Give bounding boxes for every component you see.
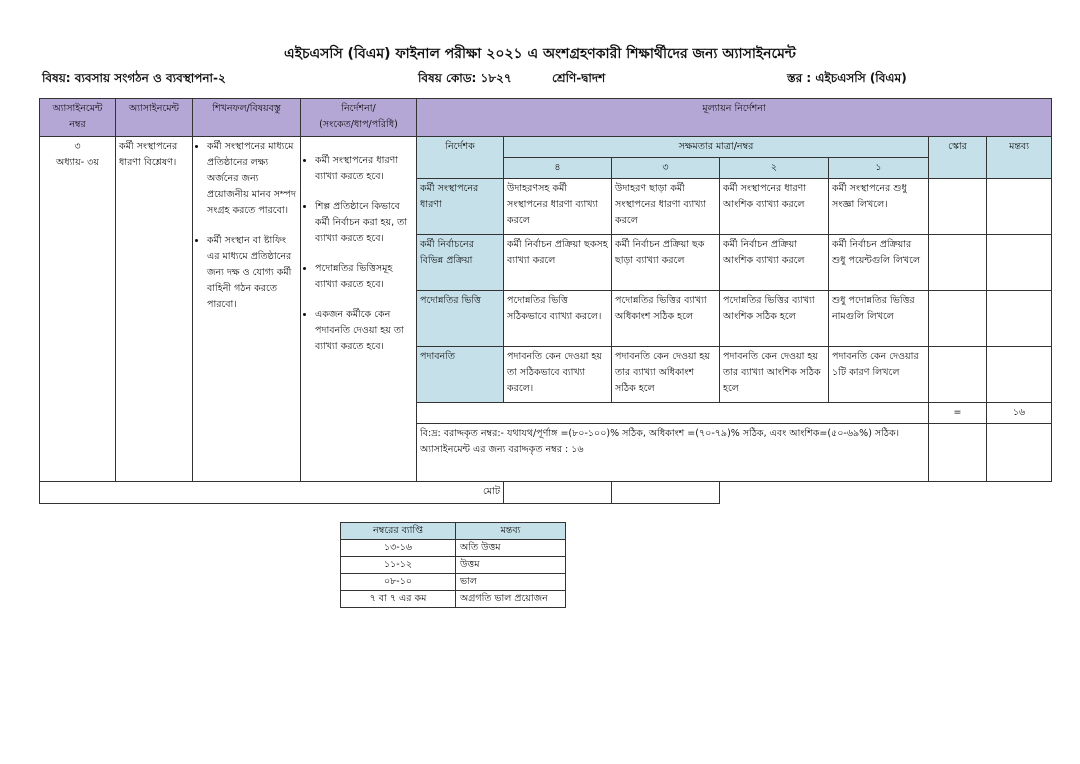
level-2: ২	[720, 158, 829, 179]
grade-remark: উত্তম	[456, 557, 566, 574]
level-1: ১	[829, 158, 929, 179]
chapter-label: অধ্যায়- ৩য়	[56, 157, 99, 168]
grade-range: ১৩-১৬	[341, 540, 456, 557]
rubric-cell: পদোন্নতির ভিত্তির ব্যাখ্যা আংশিক সঠিক হলে	[720, 291, 829, 347]
rubric-indicator: পদোন্নতির ভিত্তি	[417, 291, 504, 347]
score-cell	[929, 347, 987, 403]
rubric-indicator: পদাবনতি	[417, 347, 504, 403]
note-allocation: বি:দ্র: বরাদ্দকৃত নম্বর:- যথাযথ/পূর্ণাঙ্গ =(৮০-১০০)% সঠিক, অধিকাংশ =(৭০-৭৯)% সঠিক, এবং আংশিক=(৫০-৬৯%) সঠিক।	[420, 428, 900, 439]
grade-row	[341, 574, 566, 591]
total-label: মোট	[40, 482, 504, 504]
rubric-cell: পদাবনতি কেন দেওয়া হয় তা সঠিকভাবে ব্যাখ্যা করলে।	[504, 347, 612, 403]
rubric-cell: পদোন্নতির ভিত্তি সঠিকভাবে ব্যাখ্যা করলে।	[504, 291, 612, 347]
header-instructions	[301, 99, 417, 137]
level-3: ৩	[612, 158, 720, 179]
subject-label: বিষয়: ব্যবসায় সংগঠন ও ব্যবস্থাপনা-২	[42, 71, 226, 85]
header-assignment-no: অ্যাসাইনমেন্ট নম্বর	[40, 99, 116, 137]
rubric-cell: উদাহরণসহ কর্মী সংস্থাপনের ধারণা ব্যাখ্যা করলে	[504, 179, 612, 235]
rubric-indicator: কর্মী নির্বাচনের বিভিন্ন প্রক্রিয়া	[417, 235, 504, 291]
total-row-blank	[417, 403, 929, 424]
grade-remark: অগ্রগতি ভাল প্রয়োজন	[456, 591, 566, 608]
grade-remark: ভাল	[456, 574, 566, 591]
instructions-cell	[301, 137, 417, 482]
class-label: শ্রেণি-দ্বাদশ	[552, 71, 606, 85]
grade-range: ০৮-১০	[341, 574, 456, 591]
rubric-cell: কর্মী নির্বাচন প্রক্রিয়া ছক ছাড়া ব্যাখ্যা করলে	[612, 235, 720, 291]
remarks-cell	[987, 347, 1052, 403]
rubric-cell: পদাবনতি কেন দেওয়া হয় তার ব্যাখ্যা অধিকাংশ সঠিক হলে	[612, 347, 720, 403]
page-title: এইচএসসি (বিএম) ফাইনাল পরীক্ষা ২০২১ এ অংশগ্রহণকারী শিক্ষার্থীদের জন্য অ্যাসাইনমেন্ট	[284, 46, 796, 62]
rubric-cell: কর্মী সংস্থাপনের শুধু সংজ্ঞা লিখলে।	[829, 179, 929, 235]
level-4: ৪	[504, 158, 612, 179]
note-total: অ্যাসাইনমেন্ট এর জন্য বরাদ্দকৃত নম্বর : ১৬	[420, 444, 584, 455]
rubric-indicator-header: নির্দেশক	[417, 137, 504, 179]
subject-code-label: বিষয় কোড: ১৮২৭	[418, 71, 512, 85]
grade-range: ১১-১২	[341, 557, 456, 574]
grade-range: ৭ বা ৭ এর কম	[341, 591, 456, 608]
note-score-cell	[929, 424, 987, 482]
score-cell	[929, 235, 987, 291]
remarks-cell	[987, 235, 1052, 291]
score-cell	[929, 291, 987, 347]
outcome-item: • কর্মী সংস্থান বা ষ্টাফিং এর মাধ্যমে প্রতিষ্ঠানের জন্য দক্ষ ও যোগ্য কর্মী বাহিনী গঠন করতে পারবো।	[207, 233, 297, 313]
header-learning-outcome: শিখনফল/বিষয়বস্তু	[193, 99, 301, 137]
equals-cell: =	[929, 403, 987, 424]
rubric-cell: পদাবনতি কেন দেওয়ার ১টি কারণ লিখলে	[829, 347, 929, 403]
note-cell	[417, 424, 929, 482]
score-cell	[929, 179, 987, 235]
header-evaluation: মূল্যায়ন নির্দেশনা	[417, 99, 1052, 137]
level-label: স্তর : এইচএসসি (বিএম)	[787, 71, 907, 85]
grade-table	[340, 522, 566, 608]
assignment-table	[39, 98, 1052, 504]
rubric-cell: পদোন্নতির ভিত্তির ব্যাখ্যা অধিকাংশ সঠিক হলে	[612, 291, 720, 347]
rubric-level-header: সক্ষমতার মাত্রা/নম্বর	[504, 137, 929, 158]
instruction-item: • পদোন্নতির ভিত্তিসমূহ ব্যাখ্যা করতে হবে।	[315, 261, 413, 293]
header-instructions-line1: নির্দেশনা/	[341, 103, 376, 114]
rubric-cell: পদাবনতি কেন দেওয়া হয় তার ব্যাখ্যা আংশিক সঠিক হলে	[720, 347, 829, 403]
assignment-title: কর্মী সংস্থাপনের ধারণা বিশ্লেষণ।	[116, 137, 193, 482]
instruction-item: • একজন কর্মীকে কেন পদাবনতি দেওয়া হয় তা ব্যাখ্যা করতে হবে।	[315, 307, 413, 355]
total-score-cell	[504, 482, 612, 504]
assignment-number-cell	[40, 137, 116, 482]
header-instructions-line2: (সংকেত/ধাপ/পরিধি)	[319, 119, 398, 130]
grade-remark: অতি উত্তম	[456, 540, 566, 557]
grade-header-range: নম্বরের ব্যাপ্তি	[341, 523, 456, 540]
grade-header-remark: মন্তব্য	[456, 523, 566, 540]
rubric-remarks-header: মন্তব্য	[987, 137, 1052, 179]
instruction-item: • কর্মী সংস্থাপনের ধারণা ব্যাখ্যা করতে হবে।	[315, 153, 413, 185]
learning-outcomes	[193, 137, 301, 482]
assignment-number: ৩	[74, 141, 81, 152]
rubric-indicator: কর্মী সংস্থাপনের ধারণা	[417, 179, 504, 235]
rubric-score-header: স্কোর	[929, 137, 987, 179]
total-marks-cell: ১৬	[987, 403, 1052, 424]
header-assignment: অ্যাসাইনমেন্ট	[116, 99, 193, 137]
remarks-cell	[987, 179, 1052, 235]
grade-row	[341, 557, 566, 574]
outcome-item: • কর্মী সংস্থাপনের মাধ্যমে প্রতিষ্ঠানের লক্ষ্য অর্জনের জন্য প্রয়োজনীয় মানব সম্পদ সংগ্রহ করতে পারবো।	[207, 139, 297, 219]
note-remarks-cell	[987, 424, 1052, 482]
rubric-cell: শুধু পদোন্নতির ভিত্তির নামগুলি লিখলে	[829, 291, 929, 347]
grade-row	[341, 540, 566, 557]
remarks-cell	[987, 291, 1052, 347]
rubric-cell: কর্মী নির্বাচন প্রক্রিয়া ছকসহ ব্যাখ্যা করলে	[504, 235, 612, 291]
rubric-cell: কর্মী নির্বাচন প্রক্রিয়ার শুধু পয়েন্টগুলি লিখলে	[829, 235, 929, 291]
rubric-cell: উদাহরণ ছাড়া কর্মী সংস্থাপনের ধারণা ব্যাখ্যা করলে	[612, 179, 720, 235]
rubric-cell: কর্মী নির্বাচন প্রক্রিয়া আংশিক ব্যাখ্যা করলে	[720, 235, 829, 291]
rubric-cell: কর্মী সংস্থাপনের ধারণা আংশিক ব্যাখ্যা করলে	[720, 179, 829, 235]
instruction-item: • শিল্প প্রতিষ্ঠানে কিভাবে কর্মী নির্বাচন করা হয়, তা ব্যাখ্যা করতে হবে।	[315, 199, 413, 247]
total-remarks-cell	[612, 482, 720, 504]
grade-row	[341, 591, 566, 608]
